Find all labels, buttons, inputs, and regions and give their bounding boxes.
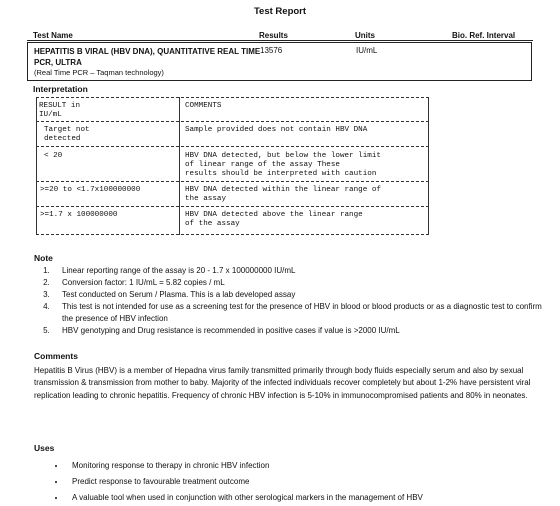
uses-item: • Monitoring response to therapy in chronic HBV infection — [66, 458, 556, 474]
note-list — [34, 265, 552, 338]
table-divider — [36, 146, 429, 147]
table-cell-result: >=1.7 x 100000000 — [40, 211, 118, 219]
table-cell-result: >=20 to <1.7x100000000 — [40, 186, 141, 194]
col-results: Results — [259, 31, 288, 40]
test-name: HEPATITIS B VIRAL (HBV DNA), QUANTITATIVE REAL TIME PCR, ULTRA — [34, 47, 261, 67]
uses-item: • Predict response to favourable treatment outcome — [66, 474, 556, 490]
note-heading: Note — [34, 253, 53, 263]
report-title: Test Report — [253, 6, 307, 17]
table-cell-result: Target not detected — [44, 126, 90, 143]
col-units: Units — [355, 31, 375, 40]
interpretation-heading: Interpretation — [33, 84, 88, 94]
table-border-left — [36, 97, 37, 235]
test-method: (Real Time PCR – Taqman technology) — [34, 68, 164, 77]
table-column-divider — [179, 97, 180, 235]
comments-text: Hepatitis B Virus (HBV) is a member of Hepadna virus family transmitted primarily through body fluids especially serum and also by sexual transmission & transmission from mother to baby. Majority of the infected individuals recover completely but about 1-2% have persistent viral replication leading to chronic hepatitis. Frequency of chronic HBV infection is 5-10% in immunocompromised patients and 80% in neonates. — [34, 366, 531, 400]
table-cell-comment: HBV DNA detected above the linear range of the assay — [185, 211, 363, 228]
table-divider — [36, 121, 429, 122]
note-item: 2. Conversion factor: 1 IU/mL = 5.82 copies / mL — [52, 277, 552, 289]
uses-list — [52, 458, 556, 506]
table-border-top — [36, 97, 429, 98]
table-divider — [36, 181, 429, 182]
uses-heading: Uses — [34, 443, 55, 453]
table-header-comments: COMMENTS — [185, 102, 222, 110]
table-cell-result: < 20 — [44, 152, 63, 160]
note-item: 1. Linear reporting range of the assay is 20 - 1.7 x 100000000 IU/mL — [52, 265, 552, 277]
note-item: 3. Test conducted on Serum / Plasma. This is a lab developed assay — [52, 289, 552, 301]
note-item: 4. This test is not intended for use as a screening test for the presence of HBV in blood or blood products or as a diagnostic test to confirm the presence of HBV infection — [52, 301, 552, 325]
header-rule — [27, 40, 533, 41]
table-cell-comment: Sample provided does not contain HBV DNA — [185, 126, 368, 134]
test-result-box — [27, 42, 532, 81]
uses-item: • A valuable tool when used in conjunction with other serological markers in the management of HBV — [66, 490, 556, 506]
table-cell-comment: HBV DNA detected within the linear range of the assay — [185, 186, 381, 203]
note-item: 5. HBV genotyping and Drug resistance is recommended in positive cases if value is >2000 IU/mL — [52, 325, 552, 337]
table-header-result: RESULT in IU/mL — [39, 102, 81, 119]
col-ref-interval: Bio. Ref. Interval — [452, 31, 516, 40]
table-divider — [36, 206, 429, 207]
col-test-name: Test Name — [33, 31, 73, 40]
table-cell-comment: HBV DNA detected, but below the lower limit of linear range of the assay These results should be interpreted with caution — [185, 152, 381, 178]
table-border-bottom — [36, 234, 429, 235]
table-border-right — [428, 97, 429, 235]
test-result-value: 13576 — [260, 46, 283, 55]
test-unit: IU/mL — [356, 46, 378, 55]
comments-heading: Comments — [34, 351, 78, 361]
interpretation-table — [36, 97, 429, 236]
